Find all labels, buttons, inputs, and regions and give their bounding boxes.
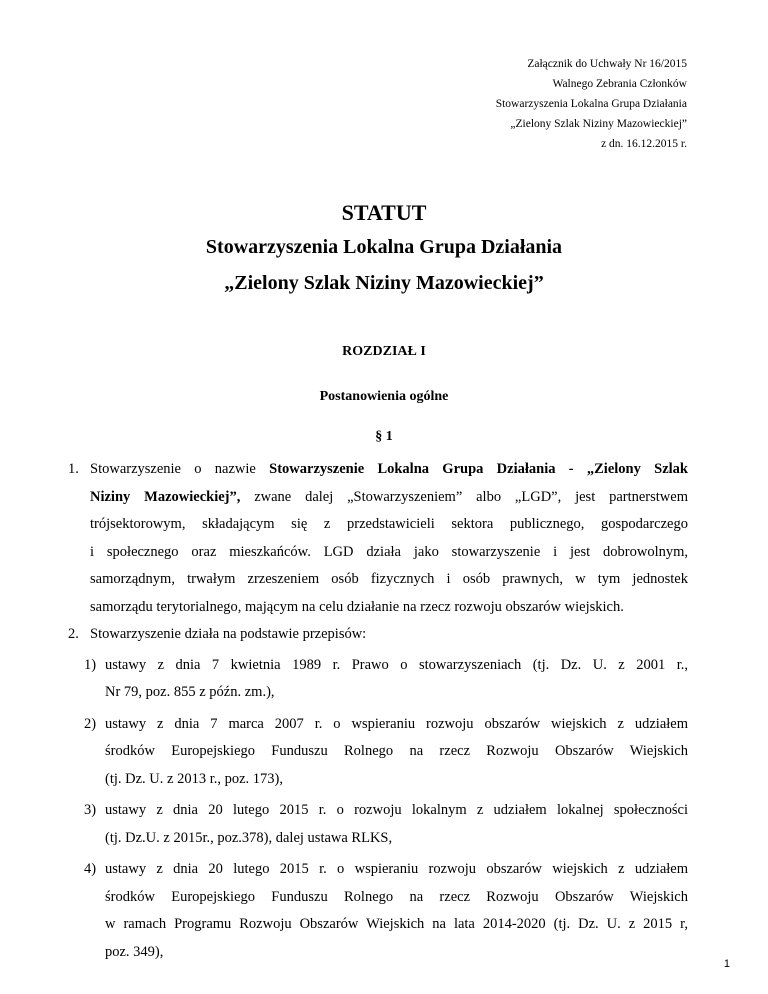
item-line: środków Europejskiego Funduszu Rolnego na rzecz Rozwoju Obszarów Wiejskich: [105, 743, 688, 759]
association-name: Stowarzyszenie Lokalna Grupa Działania - „Zielony Szlak: [269, 461, 688, 477]
header-line: Załącznik do Uchwały Nr 16/2015: [527, 58, 687, 70]
title-main: STATUT: [341, 200, 427, 225]
association-name: Niziny Mazowieckiej”,: [90, 488, 241, 505]
sub-item-number: 4): [84, 861, 97, 877]
item-line: (tj. Dz. U. z 2013 r., poz. 173),: [105, 770, 283, 787]
section-number: § 1: [375, 429, 393, 444]
sub-item-number: 2): [84, 715, 97, 732]
document-body: [68, 456, 688, 966]
header-line: „Zielony Szlak Niziny Mazowieckiej”: [510, 118, 687, 130]
list-item: [68, 621, 688, 649]
header-line: z dn. 16.12.2015 r.: [601, 138, 687, 150]
item-line: ustawy z dnia 7 kwietnia 1989 r. Prawo o stowarzyszeniach (tj. Dz. U. z 2001 r.,: [105, 656, 688, 673]
sub-item: [68, 856, 688, 966]
item-line: poz. 349),: [105, 943, 164, 960]
chapter-heading: ROZDZIAŁ I: [342, 344, 426, 359]
item-line: trójsektorowym, składającym się z przedstawicieli sektora publicznego, gospodarczego: [90, 516, 688, 532]
item-line: Stowarzyszenie działa na podstawie przepisów:: [90, 626, 367, 642]
item-line: ustawy z dnia 7 marca 2007 r. o wspieraniu rozwoju obszarów wiejskich z udziałem: [105, 715, 688, 732]
list-item: [68, 456, 688, 621]
sub-item: [68, 652, 688, 707]
item-line: ustawy z dnia 20 lutego 2015 r. o rozwoju lokalnym z udziałem lokalnej społeczności: [105, 802, 688, 818]
title-sub: „Zielony Szlak Niziny Mazowieckiej”: [224, 272, 544, 294]
item-text: zwane dalej „Stowarzyszeniem” albo „LGD”, jest partnerstwem: [240, 488, 688, 505]
chapter-title: Postanowienia ogólne: [319, 389, 449, 404]
item-line: Nr 79, poz. 855 z późn. zm.),: [105, 684, 275, 700]
page-number: 1: [723, 958, 730, 970]
header-line: Walnego Zebrania Członków: [552, 78, 687, 90]
item-text: Stowarzyszenie o nazwie: [90, 461, 270, 477]
item-line: i społecznego oraz mieszkańców. LGD działa jako stowarzyszenie i jest dobrowolnym,: [90, 543, 688, 560]
item-number: 2.: [68, 626, 79, 642]
item-line: ustawy z dnia 20 lutego 2015 r. o wspieraniu rozwoju obszarów wiejskich z udziałem: [105, 861, 688, 877]
item-number: 1.: [68, 461, 79, 477]
item-line: [90, 484, 688, 512]
item-line: w ramach Programu Rozwoju Obszarów Wiejskich na lata 2014-2020 (tj. Dz. U. z 2015 r,: [105, 916, 688, 932]
header-line: Stowarzyszenia Lokalna Grupa Działania: [495, 98, 687, 110]
sub-item-number: 3): [84, 802, 97, 818]
attachment-header: [496, 54, 687, 154]
item-line: (tj. Dz.U. z 2015r., poz.378), dalej ustawa RLKS,: [105, 829, 393, 846]
item-line: środków Europejskiego Funduszu Rolnego na rzecz Rozwoju Obszarów Wiejskich: [105, 888, 688, 905]
sub-item: [68, 797, 688, 852]
item-line: samorządu terytorialnego, mającym na celu działanie na rzecz rozwoju obszarów wiejskich.: [90, 598, 624, 615]
sub-item: [68, 711, 688, 794]
sub-item-number: 1): [84, 656, 97, 673]
item-line: samorządnym, trwałym zrzeszeniem osób fizycznych i osób prawnych, w tym jednostek: [90, 571, 688, 587]
item-line: [90, 456, 688, 484]
title-sub: Stowarzyszenia Lokalna Grupa Działania: [205, 236, 563, 258]
document-title: [0, 199, 768, 297]
